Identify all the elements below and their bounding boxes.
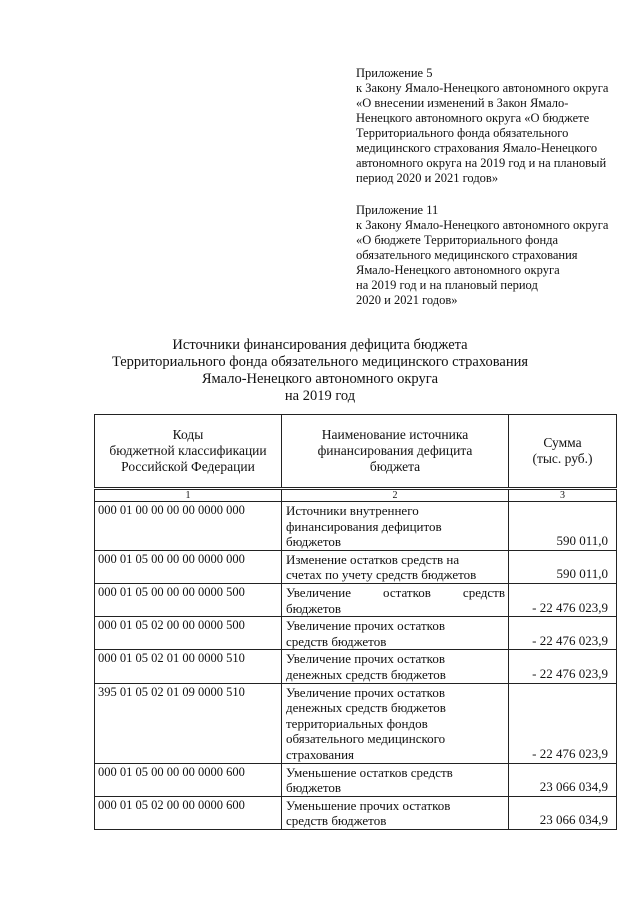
row-name [282, 650, 509, 683]
column-number-row [95, 489, 617, 502]
table-row [95, 502, 617, 551]
row-sum: - 22 476 023,9 [509, 650, 617, 683]
row-name-line: Увеличение прочих остатков [286, 684, 445, 700]
row-name-line: Уменьшение прочих остатков [286, 797, 451, 813]
row-name [282, 550, 509, 583]
row-name-line: Уменьшение остатков средств [286, 764, 453, 780]
appendix-5-line: Ненецкого автономного округа «О бюджете [356, 111, 590, 125]
appendix-5-line: автономного округа на 2019 год и на плановый [356, 156, 607, 170]
row-name [282, 617, 509, 650]
row-name-line: финансирования дефицитов [286, 518, 442, 534]
document-title [0, 337, 640, 405]
title-line: Источники финансирования дефицита бюджета [172, 337, 468, 353]
appendix-5-line: «О внесении изменений в Закон Ямало- [356, 96, 569, 110]
header-line: (тыс. руб.) [532, 451, 593, 466]
header-line: Коды [172, 427, 204, 442]
header-line: финансирования дефицита [317, 443, 473, 458]
column-number: 3 [509, 489, 617, 502]
header-line: бюджета [369, 459, 421, 474]
row-sum: 23 066 034,9 [509, 796, 617, 829]
row-name-line: Источники внутреннего [286, 503, 419, 518]
row-code: 000 01 05 02 01 00 0000 510 [95, 650, 282, 683]
row-code: 000 01 00 00 00 00 0000 000 [95, 502, 282, 551]
financing-sources-table [94, 414, 617, 830]
row-name-line: обязательного медицинского [286, 731, 446, 747]
row-name [282, 763, 509, 796]
table-header-row [95, 415, 617, 489]
row-name-line: территориальных фондов [286, 715, 428, 731]
title-line: Территориального фонда обязательного медицинского страхования [111, 354, 529, 370]
row-name-line: Изменение остатков средств на [286, 551, 460, 567]
table-row [95, 796, 617, 829]
appendix-11-line: Ямало-Ненецкого автономного округа [356, 263, 560, 277]
appendix-5-line: Приложение 5 [356, 66, 433, 80]
header-line: Российской Федерации [121, 459, 255, 474]
row-code: 000 01 05 02 00 00 0000 600 [95, 796, 282, 829]
appendix-11-line: «О бюджете Территориального фонда [356, 233, 559, 247]
row-sum: 590 011,0 [509, 550, 617, 583]
row-sum: 590 011,0 [509, 502, 617, 551]
appendix-11-line: на 2019 год и на плановый период [356, 278, 538, 292]
word: Увеличение [286, 584, 352, 600]
row-name-line: страхования [286, 746, 355, 762]
row-name-line-justified [286, 585, 505, 601]
row-name-line: бюджетов [286, 600, 342, 616]
word: остатков [383, 584, 431, 600]
table-row [95, 583, 617, 616]
appendix-11-line: 2020 и 2021 годов» [356, 293, 458, 307]
appendix-5-line: Территориального фонда обязательного [356, 126, 569, 140]
row-sum: - 22 476 023,9 [509, 617, 617, 650]
appendix-5-line: медицинского страхования Ямало-Ненецкого [356, 141, 598, 155]
row-code: 000 01 05 00 00 00 0000 600 [95, 763, 282, 796]
header-line: Сумма [543, 435, 582, 450]
appendix-11-block [356, 203, 608, 308]
table-row [95, 650, 617, 683]
appendix-5-line: к Закону Ямало-Ненецкого автономного округа [356, 81, 609, 95]
column-number: 1 [95, 489, 282, 502]
column-number: 2 [282, 489, 509, 502]
appendix-11-line: обязательного медицинского страхования [356, 248, 578, 262]
header-codes [95, 415, 282, 489]
header-sum [509, 415, 617, 489]
appendix-5-line: период 2020 и 2021 годов» [356, 171, 499, 185]
row-name [282, 683, 509, 763]
row-sum: - 22 476 023,9 [509, 683, 617, 763]
table-row [95, 683, 617, 763]
appendix-11-line: к Закону Ямало-Ненецкого автономного округа [356, 218, 609, 232]
header-line: бюджетной классификации [109, 443, 267, 458]
header-line: Наименование источника [321, 427, 469, 442]
row-code: 000 01 05 02 00 00 0000 500 [95, 617, 282, 650]
row-name [282, 796, 509, 829]
header-source-name [282, 415, 509, 489]
row-name-line: средств бюджетов [286, 633, 387, 649]
row-name [282, 502, 509, 551]
appendix-5-block [356, 66, 608, 186]
table-row [95, 763, 617, 796]
table-row [95, 617, 617, 650]
title-line: Ямало-Ненецкого автономного округа [201, 371, 439, 387]
row-sum: 23 066 034,9 [509, 763, 617, 796]
row-name-line: бюджетов [286, 534, 342, 550]
row-name [282, 583, 509, 616]
row-code: 000 01 05 00 00 00 0000 500 [95, 583, 282, 616]
row-name-line: Увеличение прочих остатков [286, 651, 445, 667]
row-sum: - 22 476 023,9 [509, 583, 617, 616]
row-code: 000 01 05 00 00 00 0000 000 [95, 550, 282, 583]
title-line: на 2019 год [284, 388, 356, 404]
table-row [95, 550, 617, 583]
row-name-line: средств бюджетов [286, 813, 387, 829]
row-name-line: бюджетов [286, 780, 342, 796]
row-name-line: денежных средств бюджетов [286, 700, 446, 716]
word: средств [462, 584, 505, 600]
row-name-line: счетах по учету средств бюджетов [286, 567, 477, 583]
row-name-line: денежных средств бюджетов [286, 666, 446, 682]
appendix-11-line: Приложение 11 [356, 203, 439, 217]
row-code: 395 01 05 02 01 09 0000 510 [95, 683, 282, 763]
row-name-line: Увеличение прочих остатков [286, 618, 445, 634]
